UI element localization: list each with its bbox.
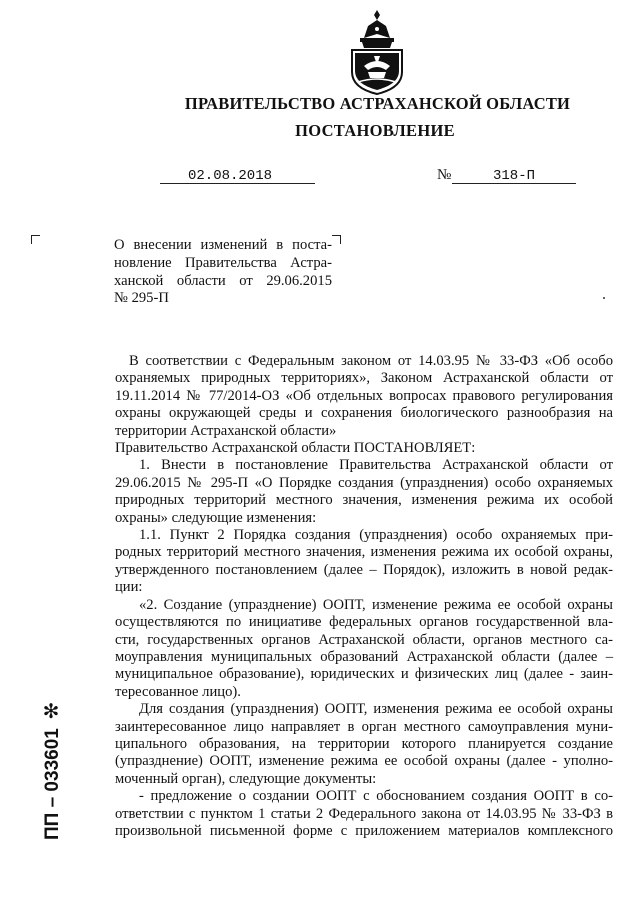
number-underline <box>452 183 576 184</box>
body-line: ции: <box>115 579 143 596</box>
subject-line: № 295-П <box>114 290 169 307</box>
subject-corner-right <box>332 235 341 244</box>
body-line: тересованное лицо). <box>115 683 241 700</box>
subject-line: О внесении изменений в поста- <box>114 237 332 253</box>
body-line: В соответствии с Федеральным законом от 14.03.95 № 33-ФЗ «Об особо <box>129 353 613 369</box>
document-type-title: ПОСТАНОВЛЕНИЕ <box>295 121 455 140</box>
subject-corner-left <box>31 235 40 244</box>
body-line: 19.11.2014 № 77/2014-ОЗ «Об отдельных вопросах правового регулирования <box>115 387 613 404</box>
body-line: родных территорий местного значения, изменения режима их особой охраны, <box>115 544 613 561</box>
number-sign: № <box>437 167 452 183</box>
date-underline <box>160 183 315 184</box>
body-line: муниципальное образование), юридических и физических лиц (далее - заин- <box>115 666 613 683</box>
stamp-mark: ✻ <box>42 700 60 723</box>
coat-of-arms-emblem <box>346 8 408 96</box>
body-line: произвольной письменной форме с приложением материалов комплексного <box>115 822 613 839</box>
body-line: моуправления муниципальных образований Астраханской области (далее – <box>115 648 613 665</box>
body-line: охраняемых природных территориях», Законом Астраханской области от <box>115 370 613 387</box>
body-line: охраны окружающей среды и сохранения биологического разнообразия на <box>115 405 613 422</box>
body-line: ципального образования, на территории которого планируется создание <box>115 735 613 752</box>
body-line: моченный орган), следующие документы: <box>115 770 377 787</box>
document-body <box>115 353 613 840</box>
body-line: природных территорий местного значения, изменения режима их особой <box>115 492 613 509</box>
body-line: Правительство Астраханской области ПОСТАНОВЛЯЕТ: <box>115 440 476 457</box>
body-line: «2. Создание (упразднение) ООПТ, изменение режима ее особой охраны <box>139 596 613 613</box>
serial-stamp <box>28 700 68 870</box>
body-line: 1.1. Пункт 2 Порядка создания (упразднения) особо охраняемых при- <box>139 527 613 544</box>
subject-line: новление Правительства Астра- <box>114 254 332 271</box>
body-line: утвержденного постановлением (далее – Порядок), изложить в новой редак- <box>115 561 613 578</box>
body-line: - предложение о создании ООПТ с обоснованием создания ООПТ в со- <box>139 788 613 805</box>
body-line: заинтересованное лицо направляет в орган местного самоуправления муни- <box>115 718 613 735</box>
body-line: 29.06.2015 № 295-П «О Порядке создания (упразднения) особо охраняемых <box>115 474 613 491</box>
body-line: территории Астраханской области» <box>115 422 337 439</box>
body-line: сти, государственных органов Астраханской области, органов местного са- <box>115 631 613 648</box>
body-line: осуществляются по инициативе федеральных органов государственной вла- <box>115 614 613 631</box>
body-line: (упразднение) ООПТ, изменение режима ее особой охраны (далее - уполно- <box>115 753 613 770</box>
stamp-serial-number: ПП – 033601 <box>42 728 63 840</box>
document-number: 318-П <box>493 168 536 184</box>
document-date: 02.08.2018 <box>188 168 273 184</box>
scan-speck <box>603 297 605 299</box>
government-title: ПРАВИТЕЛЬСТВО АСТРАХАНСКОЙ ОБЛАСТИ <box>184 94 571 113</box>
subject-block <box>114 237 332 308</box>
subject-line: ханской области от 29.06.2015 <box>114 272 332 289</box>
body-line: Для создания (упразднения) ООПТ, изменения режима ее особой охраны <box>139 701 613 718</box>
body-line: 1. Внести в постановление Правительства Астраханской области от <box>139 457 613 474</box>
body-line: ответствии с пунктом 1 статьи 2 Федерального закона от 14.03.95 № 33-ФЗ в <box>115 805 613 822</box>
body-line: охраны» следующие изменения: <box>115 509 317 526</box>
